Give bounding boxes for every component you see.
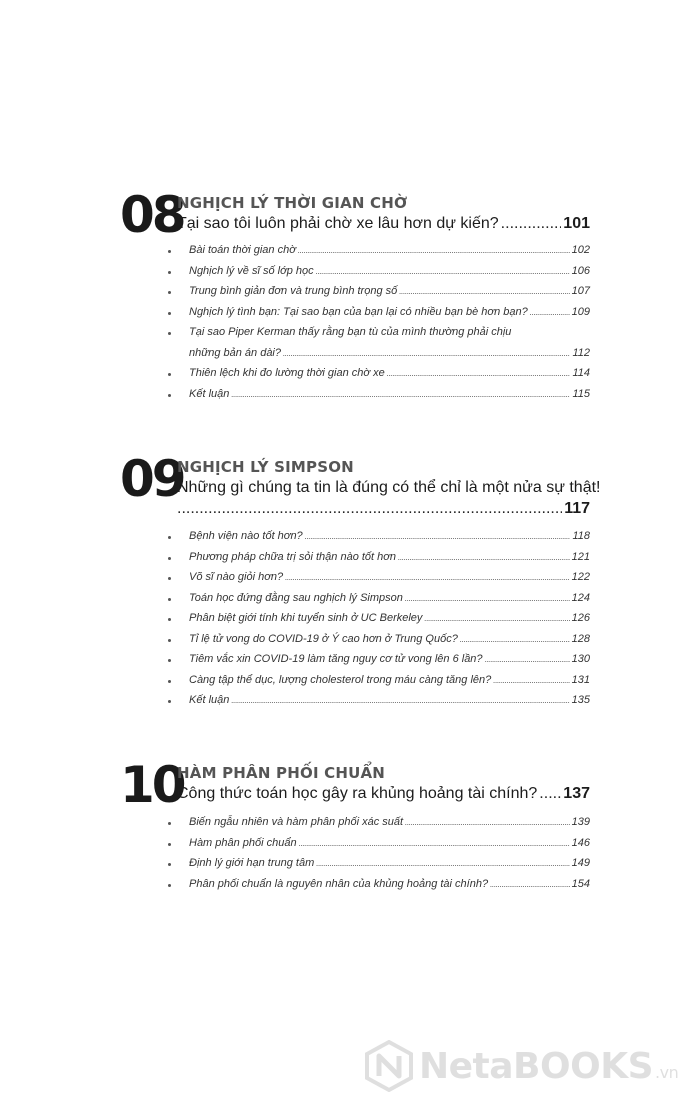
bullet-icon [168, 598, 171, 601]
toc-item-first-line[interactable]: Tại sao Piper Kerman thấy rằng bạn tù của mình thường phải chịu [172, 326, 590, 347]
bullet-icon [168, 250, 171, 253]
chapter-number: 10 [120, 756, 184, 814]
toc-item[interactable]: Thiên lệch khi đo lường thời gian chờ xe ..... 114 [172, 367, 590, 388]
bullet-icon [168, 312, 171, 315]
toc-item[interactable]: Tỉ lệ tử vong do COVID-19 ở Ý cao hơn ở Trung Quốc? ..... 128 [172, 633, 590, 654]
toc-item[interactable]: Phân phối chuẩn là nguyên nhân của khủng hoảng tài chính? ..... 154 [172, 878, 590, 899]
chapter-title: HÀM PHÂN PHỐI CHUẨN [177, 764, 386, 782]
bullet-icon [168, 291, 171, 294]
bullet-icon [168, 557, 171, 560]
toc-item[interactable]: Toán học đứng đằng sau nghịch lý Simpson ..... 124 [172, 592, 590, 613]
chapter-title: NGHỊCH LÝ THỜI GIAN CHỜ [177, 194, 408, 212]
section-list [172, 244, 590, 408]
toc-item[interactable]: Kết luận ..... 135 [172, 694, 590, 715]
section-list [172, 530, 590, 715]
chapter-subtitle-line[interactable] [177, 785, 590, 803]
toc-item[interactable]: Bài toán thời gian chờ ..... 102 [172, 244, 590, 265]
toc-item[interactable]: Biến ngẫu nhiên và hàm phân phối xác suất ..... 139 [172, 816, 590, 837]
bullet-icon [168, 843, 171, 846]
chapter-number: 09 [120, 450, 184, 508]
bullet-icon [168, 373, 171, 376]
bullet-icon [168, 536, 171, 539]
neta-logo-icon [365, 1040, 413, 1092]
toc-item[interactable]: Võ sĩ nào giỏi hơn? ..... 122 [172, 571, 590, 592]
chapter-number: 08 [120, 186, 184, 244]
chapter-page: 137 [563, 785, 590, 802]
toc-item[interactable]: Càng tập thể dục, lượng cholesterol trong máu càng tăng lên? ..... 131 [172, 674, 590, 695]
toc-item[interactable]: Tiêm vắc xin COVID-19 làm tăng nguy cơ tử vong lên 6 lần? ..... 130 [172, 653, 590, 674]
toc-item[interactable]: Nghịch lý tình bạn: Tại sao bạn của bạn lại có nhiều bạn bè hơn bạn? ..... 109 [172, 306, 590, 327]
chapter-subtitle-line[interactable] [177, 215, 590, 233]
chapter-page: 117 [564, 500, 590, 517]
toc-item[interactable]: Bệnh viện nào tốt hơn? ..... 118 [172, 530, 590, 551]
watermark [365, 1040, 678, 1092]
toc-item[interactable]: Phân biệt giới tính khi tuyển sinh ở UC Berkeley ..... 126 [172, 612, 590, 633]
bullet-icon [168, 271, 171, 274]
chapter-09 [120, 450, 601, 722]
bullet-icon [168, 822, 171, 825]
section-list [172, 816, 590, 898]
leader-dots [501, 215, 562, 233]
bullet-icon [168, 618, 171, 621]
bullet-icon [168, 700, 171, 703]
bullet-icon [168, 332, 171, 335]
toc-item[interactable]: Định lý giới hạn trung tâm ..... 149 [172, 857, 590, 878]
bullet-icon [168, 577, 171, 580]
chapter-08 [120, 186, 590, 416]
chapter-10 [120, 758, 590, 908]
chapter-subtitle: Công thức toán học gây ra khủng hoảng tài chính? [177, 785, 538, 802]
bullet-icon [168, 659, 171, 662]
chapter-subtitle: Những gì chúng ta tin là đúng có thể chỉ là một nửa sự thật! [177, 479, 601, 496]
chapter-subtitle: Tại sao tôi luôn phải chờ xe lâu hơn dự kiến? [177, 215, 499, 232]
leader-dots [177, 500, 562, 518]
toc-item[interactable]: Trung bình giản đơn và trung bình trọng số ..... 107 [172, 285, 590, 306]
bullet-icon [168, 884, 171, 887]
chapter-subtitle-line[interactable] [177, 479, 601, 497]
chapter-subtitle-leader[interactable] [177, 500, 590, 518]
toc-item[interactable]: Nghịch lý về sĩ số lớp học ..... 106 [172, 265, 590, 286]
bullet-icon [168, 639, 171, 642]
toc-item[interactable]: Hàm phân phối chuẩn ..... 146 [172, 837, 590, 858]
watermark-brand: NetaBOOKS .vn [419, 1045, 679, 1087]
toc-item[interactable]: Phương pháp chữa trị sỏi thận nào tốt hơn ..... 121 [172, 551, 590, 572]
bullet-icon [168, 863, 171, 866]
chapter-title: NGHỊCH LÝ SIMPSON [177, 458, 354, 476]
leader-dots [539, 785, 561, 803]
bullet-icon [168, 394, 171, 397]
bullet-icon [168, 680, 171, 683]
toc-item[interactable]: những bản án dài? ..... 112 [172, 347, 590, 368]
toc-item[interactable]: Kết luận ..... 115 [172, 388, 590, 409]
chapter-page: 101 [563, 215, 590, 232]
